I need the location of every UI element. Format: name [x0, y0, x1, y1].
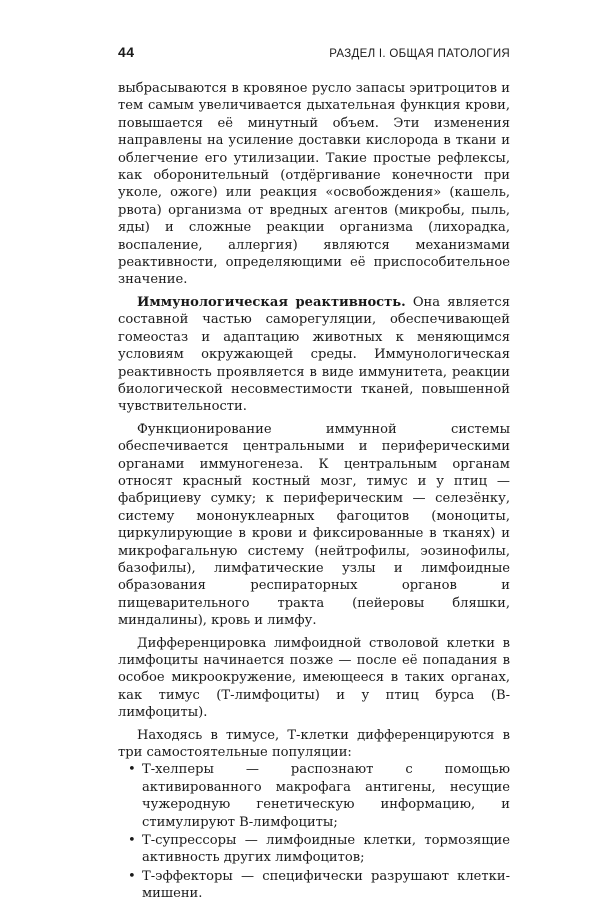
paragraph-lead-heading: Иммунологическая реактивность. — [137, 294, 406, 310]
paragraph-text: Она является составной частью саморегуляции, обеспечивающей гомеостаз и адаптацию животных к меняющимся условиям окружающей среды. Иммунологическая реактивность проявляется в виде иммунитета, реакции биологической несовместимости тканей, повышенной чувствительности. — [118, 294, 510, 415]
body-text — [118, 80, 510, 903]
paragraph-thymus: Находясь в тимусе, Т-клетки дифференцируются в три самостоятельные популяции: — [118, 727, 510, 761]
paragraph-immunological-reactivity — [118, 294, 510, 416]
list-item: • Т-хелперы — распознают с помощью активированного макрофага антигены, несущие чужеродную генетическую информацию, и стимулируют В-лимфоциты; — [126, 761, 510, 831]
list-item: • Т-эффекторы — специфически разрушают клетки-мишени. — [126, 868, 510, 903]
t-cell-populations-list — [118, 761, 510, 902]
page-number: 44 — [118, 44, 135, 60]
running-header — [118, 44, 510, 60]
paragraph-continued: выбрасываются в кровяное русло запасы эритроцитов и тем самым увеличивается дыхательная функция крови, повышается её минутный объем. Эти изменения направлены на усиление доставки кислорода в ткани и облегчение его утилизации. Такие простые рефлексы, как оборонительный (отдёргивание конечности при уколе, ожоге) или реакция «освобождения» (кашель, рвота) организма от вредных агентов (микробы, пыль, яды) и сложные реакции организма (лихорадка, воспаление, аллергия) являются механизмами реактивности, определяющими её приспособительное значение. — [118, 81, 510, 288]
paragraph-immune-system: Функционирование иммунной системы обеспечивается центральными и периферическими органами иммуногенеза. К центральным органам относят красный костный мозг, тимус и у птиц — фабрициеву сумку; к периферическим — селезёнку, систему мононуклеарных фагоцитов (моноциты, циркулирующие в крови и фиксированные в тканях) и микрофагальную систему (нейтрофилы, эозинофилы, базофилы), лимфатические узлы и лимфоидные образования респираторных органов и пищеварительного тракта (пейеровы бляшки, миндалины), кровь и лимфу. — [118, 421, 510, 629]
list-item: • Т-супрессоры — лимфоидные клетки, тормозящие активность других лимфоцитов; — [126, 832, 510, 867]
section-title: РАЗДЕЛ I. ОБЩАЯ ПАТОЛОГИЯ — [329, 48, 510, 60]
paragraph-differentiation: Дифференцировка лимфоидной стволовой клетки в лимфоциты начинается позже — после её попадания в особое микроокружение, имеющееся в таких органах, как тимус (Т-лимфоциты) и у птиц бурса (В-лимфоциты). — [118, 635, 510, 721]
